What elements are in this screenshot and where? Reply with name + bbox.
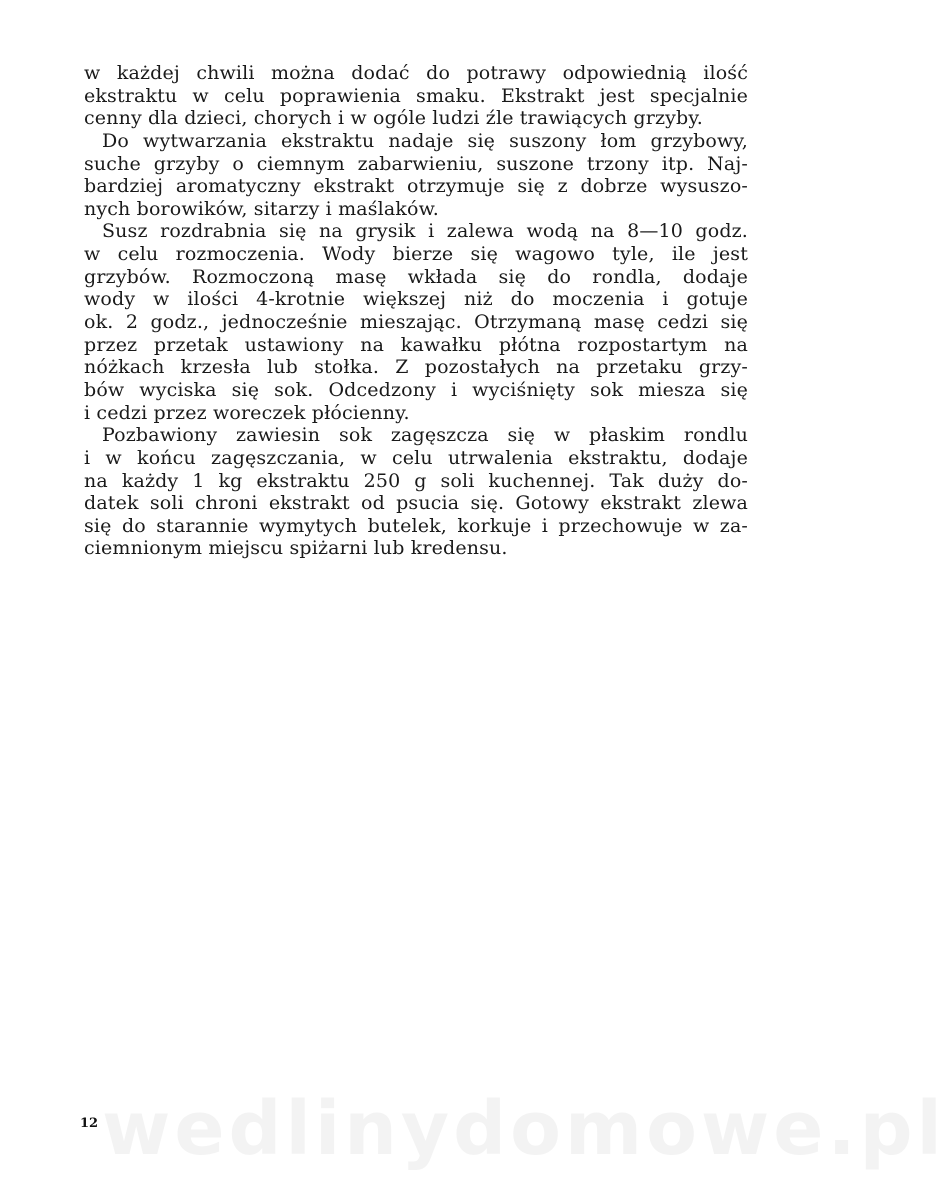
text-line: nóżkach krzesła lub stołka. Z pozostałych na przetaku grzy- xyxy=(84,356,748,379)
paragraph-start-line: Pozbawiony zawiesin sok zagęszcza się w płaskim rondlu xyxy=(102,424,748,447)
text-line: na każdy 1 kg ekstraktu 250 g soli kuchennej. Tak duży do- xyxy=(84,469,748,492)
text-line: wody w ilości 4-krotnie większej niż do moczenia i gotuje xyxy=(84,288,748,311)
text-line: się do starannie wymytych butelek, korkuje i przechowuje w za- xyxy=(84,514,748,537)
text-line: i w końcu zagęszczania, w celu utrwalenia ekstraktu, dodaje xyxy=(84,446,748,469)
text-line: nych borowików, sitarzy i maślaków. xyxy=(84,197,439,220)
text-line: ekstraktu w celu poprawienia smaku. Ekstrakt jest specjalnie xyxy=(84,84,748,107)
text-line: ciemnionym miejscu spiżarni lub kredensu. xyxy=(84,537,508,560)
text-line: ok. 2 godz., jednocześnie mieszając. Otrzymaną masę cedzi się xyxy=(84,311,748,334)
text-line: datek soli chroni ekstrakt od psucia się. Gotowy ekstrakt zlewa xyxy=(84,492,748,515)
watermark: wedlinydomowe.pl xyxy=(102,1086,946,1172)
text-line: bów wyciska się sok. Odcedzony i wyciśnięty sok miesza się xyxy=(84,378,748,401)
text-line: suche grzyby o ciemnym zabarwieniu, suszone trzony itp. Naj- xyxy=(84,152,748,175)
text-line: przez przetak ustawiony na kawałku płótna rozpostartym na xyxy=(84,333,748,356)
text-line: i cedzi przez woreczek płócienny. xyxy=(84,401,410,424)
page-number: 12 xyxy=(80,1116,99,1131)
paragraph-start-line: Do wytwarzania ekstraktu nadaje się suszony łom grzybowy, xyxy=(102,129,748,152)
text-line: w każdej chwili można dodać do potrawy odpowiednią ilość xyxy=(84,62,748,84)
text-line: cenny dla dzieci, chorych i w ogóle ludzi źle trawiących grzyby. xyxy=(84,107,703,130)
text-line: grzybów. Rozmoczoną masę wkłada się do rondla, dodaje xyxy=(84,265,748,288)
text-line: bardziej aromatyczny ekstrakt otrzymuje się z dobrze wysuszo- xyxy=(84,175,748,198)
text-line: w celu rozmoczenia. Wody bierze się wagowo tyle, ile jest xyxy=(84,243,748,266)
paragraph-start-line: Susz rozdrabnia się na grysik i zalewa wodą na 8—10 godz. xyxy=(102,220,748,243)
body-text xyxy=(84,62,748,560)
